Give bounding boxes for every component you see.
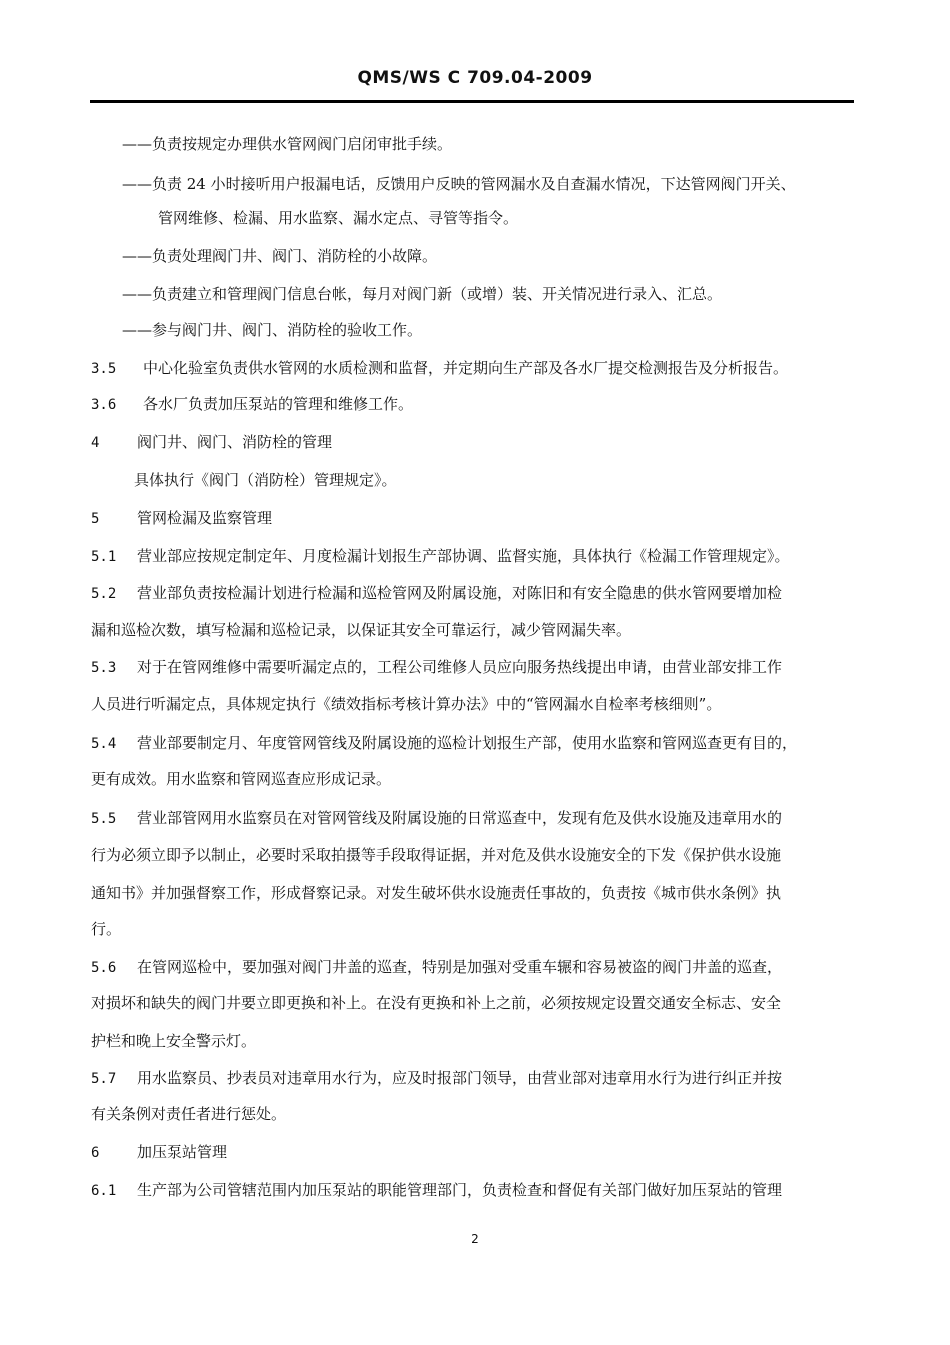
paragraph-text: 用水监察员、抄表员对违章用水行为，应及时报部门领导，由营业部对违章用水行为进行纠正并按 <box>137 1069 783 1087</box>
paragraph-text: 在管网巡检中，要加强对阀门井盖的巡查，特别是加强对受重车辗和容易被盗的阀门井盖的巡查， <box>137 958 783 976</box>
paragraph-text: 行。 <box>91 920 122 938</box>
document-code-header: QMS/WS C 709.04-2009 <box>357 68 593 88</box>
paragraph-line <box>91 620 631 640</box>
numbered-paragraph-line <box>91 657 782 678</box>
paragraph-text: 营业部要制定月、年度管网管线及附属设施的巡检计划报生产部，使用水监察和管网巡查更有目的， <box>137 734 798 752</box>
numbered-paragraph-line <box>91 394 413 415</box>
page-number: 2 <box>471 1232 479 1246</box>
paragraph-line <box>91 769 391 789</box>
section-number: 3.6 <box>91 397 117 413</box>
paragraph-line <box>158 208 518 228</box>
paragraph-text: 各水厂负责加压泵站的管理和维修工作。 <box>143 395 414 413</box>
numbered-paragraph-line <box>91 546 790 567</box>
section-number: 6 <box>91 1145 100 1161</box>
paragraph-text: 营业部应按规定制定年、月度检漏计划报生产部协调、监督实施，具体执行《检漏工作管理规定》。 <box>137 547 790 565</box>
section-number: 5.2 <box>91 586 117 602</box>
paragraph-line <box>91 919 121 939</box>
numbered-paragraph-line <box>91 583 782 604</box>
paragraph-text: 管网维修、检漏、用水监察、漏水定点、寻管等指令。 <box>158 209 519 227</box>
paragraph-text: ——负责建立和管理阀门信息台帐，每月对阀门新（或增）装、开关情况进行录入、汇总。 <box>122 285 723 303</box>
section-number: 5.4 <box>91 736 117 752</box>
section-number: 4 <box>91 435 100 451</box>
section-number: 5.3 <box>91 660 117 676</box>
numbered-paragraph-line <box>91 508 272 529</box>
section-number: 5.7 <box>91 1071 117 1087</box>
section-number: 3.5 <box>91 361 117 377</box>
paragraph-text: 通知书》并加强督察工作，形成督察记录。对发生破坏供水设施责任事故的，负责按《城市供水条例》执 <box>91 884 782 902</box>
paragraph-line <box>122 174 796 194</box>
paragraph-text: 营业部负责按检漏计划进行检漏和巡检管网及附属设施，对陈旧和有安全隐患的供水管网要增加检 <box>137 584 783 602</box>
paragraph-text: 对损坏和缺失的阀门井要立即更换和补上。在没有更换和补上之前，必须按规定设置交通安全标志、安全 <box>91 994 782 1012</box>
paragraph-line <box>91 993 781 1013</box>
paragraph-text: 具体执行《阀门（消防栓）管理规定》。 <box>134 471 397 489</box>
paragraph-line <box>91 694 721 714</box>
paragraph-line <box>122 320 422 340</box>
section-number: 5.1 <box>91 549 117 565</box>
paragraph-text: 行为必须立即予以制止，必要时采取拍摄等手段取得证据，并对危及供水设施安全的下发《保护供水设施 <box>91 846 782 864</box>
paragraph-text: 阀门井、阀门、消防栓的管理 <box>137 433 333 451</box>
paragraph-text: 更有成效。用水监察和管网巡查应形成记录。 <box>91 770 392 788</box>
numbered-paragraph-line <box>91 1142 227 1163</box>
paragraph-text: 管网检漏及监察管理 <box>137 509 273 527</box>
paragraph-text: 漏和巡检次数，填写检漏和巡检记录，以保证其安全可靠运行，减少管网漏失率。 <box>91 621 632 639</box>
paragraph-line <box>134 470 397 490</box>
numbered-paragraph-line <box>91 1180 782 1201</box>
paragraph-text: 加压泵站管理 <box>137 1143 228 1161</box>
numbered-paragraph-line <box>91 808 782 829</box>
paragraph-text: ——参与阀门井、阀门、消防栓的验收工作。 <box>122 321 423 339</box>
paragraph-text: ——负责 24 小时接听用户报漏电话，反馈用户反映的管网漏水及自查漏水情况，下达管网阀门开关、 <box>122 175 796 193</box>
paragraph-line <box>91 1104 286 1124</box>
section-number: 5 <box>91 511 100 527</box>
paragraph-line <box>91 883 781 903</box>
paragraph-line <box>122 284 722 304</box>
paragraph-line <box>91 1031 256 1051</box>
numbered-paragraph-line <box>91 957 782 978</box>
paragraph-text: 有关条例对责任者进行惩处。 <box>91 1105 287 1123</box>
paragraph-line <box>91 845 781 865</box>
paragraph-text: 对于在管网维修中需要听漏定点的，工程公司维修人员应向服务热线提出申请，由营业部安排工作 <box>137 658 783 676</box>
paragraph-line <box>122 134 452 154</box>
numbered-paragraph-line <box>91 432 332 453</box>
paragraph-text: 护栏和晚上安全警示灯。 <box>91 1032 257 1050</box>
numbered-paragraph-line <box>91 1068 782 1089</box>
section-number: 5.5 <box>91 811 117 827</box>
paragraph-text: 中心化验室负责供水管网的水质检测和监督，并定期向生产部及各水厂提交检测报告及分析报告。 <box>143 359 789 377</box>
paragraph-text: 生产部为公司管辖范围内加压泵站的职能管理部门，负责检查和督促有关部门做好加压泵站的管理 <box>137 1181 783 1199</box>
section-number: 5.6 <box>91 960 117 976</box>
numbered-paragraph-line <box>91 733 797 754</box>
section-number: 6.1 <box>91 1183 117 1199</box>
header-rule <box>90 100 854 103</box>
paragraph-text: ——负责处理阀门井、阀门、消防栓的小故障。 <box>122 247 438 265</box>
paragraph-text: 营业部管网用水监察员在对管网管线及附属设施的日常巡查中，发现有危及供水设施及违章用水的 <box>137 809 783 827</box>
paragraph-line <box>122 246 437 266</box>
paragraph-text: 人员进行听漏定点，具体规定执行《绩效指标考核计算办法》中的“管网漏水自检率考核细则”。 <box>91 695 722 713</box>
numbered-paragraph-line <box>91 358 788 379</box>
paragraph-text: ——负责按规定办理供水管网阀门启闭审批手续。 <box>122 135 453 153</box>
